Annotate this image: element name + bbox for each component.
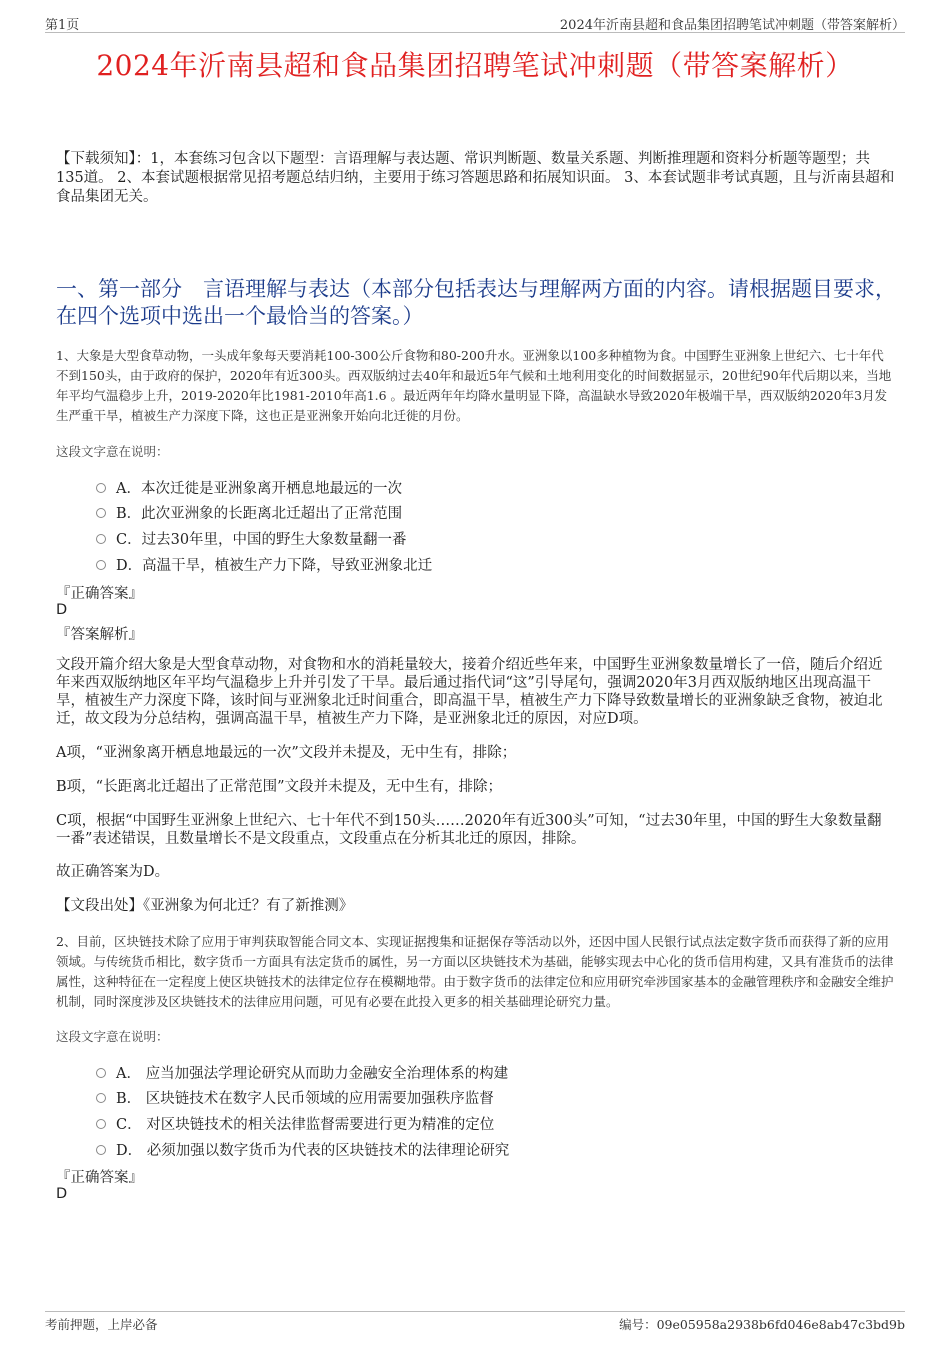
question-1-analysis-main: 文段开篇介绍大象是大型食草动物，对食物和水的消耗量较大，接着介绍近些年来，中国野生亚洲象数量增长了一倍，随后介绍近年来西双版纳地区年平均气温稳步上升并引发了干旱。最后通过指代词“这”引导尾句，强调2020年3月西双版纳地区出现高温干旱，植被生产力深度下降，该时间与亚洲象北迁时间重合，即高温干旱，植被生产力下降导致数量增长的亚洲象缺乏食物，被迫北迁，故文段为分总结构，强调高温干旱，植被生产力下降，是亚洲象北迁的原因，对应D项。: [56, 657, 883, 727]
radio-icon[interactable]: [96, 1093, 106, 1103]
question-1-stem: 1、大象是大型食草动物，一头成年象每天要消耗100-300公斤食物和80-200升水。亚洲象以100多种植物为食。中国野生亚洲象上世纪六、七十年代不到150头，由于政府的保护，2020年有近300头。西双版纳过去40年和最近5年气候和土地利用变化的时间数据显示，20世纪90年代后期以来，当地年平均气温稳步上升，2019-2020年比1981-2010年高1.6 。最近两年年均降水量明显下降，高温缺水导致2020年极端干旱，西双版纳2020年3月发生严重干旱，植被生产力深度下降，这也正是亚洲象开始向北迁徙的月份。: [56, 348, 892, 423]
question-1-analysis-a: A项，“亚洲象离开栖息地最远的一次”文段并未提及，无中生有，排除；: [56, 745, 517, 761]
question-2-answer-label: 『正确答案』: [56, 1170, 143, 1186]
question-1-option-b[interactable]: B．此次亚洲象的长距离北迁超出了正常范围: [96, 502, 402, 523]
page-header: [45, 14, 905, 33]
question-2-option-c[interactable]: C． 对区块链技术的相关法律监督需要进行更为精准的定位: [96, 1113, 494, 1134]
download-notice: 【下载须知】：1，本套练习包含以下题型：言语理解与表达题、常识判断题、数量关系题、判断推理题和资料分析题等题型；共135道。 2、本套试题根据常见招考题总结归纳，主要用于练习答题思路和拓展知识面。 3、本套试题非考试真题，且与沂南县超和食品集团无关。: [56, 151, 895, 205]
page-footer: [45, 1311, 905, 1332]
radio-icon[interactable]: [96, 1119, 106, 1129]
question-1-analysis-c: C项，根据“中国野生亚洲象上世纪六、七十年代不到150头……2020年有近300头”可知，“过去30年里，中国的野生大象数量翻一番”表述错误，且数量增长不是文段重点，文段重点在分析其北迁的原因，排除。: [56, 813, 882, 847]
question-1-conclusion: 故正确答案为D。: [56, 864, 170, 880]
question-2-prompt: 这段文字意在说明：: [56, 1029, 169, 1044]
question-2-stem: 2、目前，区块链技术除了应用于审判获取智能合同文本、实现证据搜集和证据保存等活动以外，还因中国人民银行试点法定数字货币而获得了新的应用领域。与传统货币相比，数字货币一方面具有法定货币的属性，另一方面以区块链技术为基础，能够实现去中心化的货币信用构建，又具有准货币的法律属性，这种特征在一定程度上使区块链技术的法律定位存在模糊地带。由于数字货币的法律定位和应用研究牵涉国家基本的金融管理秩序和金融安全维护机制，同时深度涉及区块链技术的法律应用问题，可见有必要在此投入更多的相关基础理论研究力量。: [56, 934, 894, 1009]
radio-icon[interactable]: [96, 560, 106, 570]
radio-icon[interactable]: [96, 1145, 106, 1155]
footer-slogan: 考前押题，上岸必备: [45, 1317, 158, 1332]
radio-icon[interactable]: [96, 483, 106, 493]
question-1-option-a[interactable]: A．本次迁徙是亚洲象离开栖息地最远的一次: [96, 477, 402, 498]
question-1-option-c[interactable]: C．过去30年里，中国的野生大象数量翻一番: [96, 528, 407, 549]
question-2-option-d[interactable]: D． 必须加强以数字货币为代表的区块链技术的法律理论研究: [96, 1139, 509, 1160]
question-1-option-d[interactable]: D．高温干旱，植被生产力下降，导致亚洲象北迁: [96, 554, 432, 575]
question-1-analysis-label: 『答案解析』: [56, 627, 143, 643]
question-2-option-a[interactable]: A． 应当加强法学理论研究从而助力金融安全治理体系的构建: [96, 1062, 508, 1083]
radio-icon[interactable]: [96, 508, 106, 518]
question-2-answer: D: [56, 1186, 68, 1202]
radio-icon[interactable]: [96, 534, 106, 544]
document-title: 2024年沂南县超和食品集团招聘笔试冲刺题（带答案解析）: [96, 49, 854, 82]
radio-icon[interactable]: [96, 1068, 106, 1078]
footer-serial: 编号：09e05958a2938b6fd046e8ab47c3bd9b: [619, 1317, 905, 1332]
header-doc-title: 2024年沂南县超和食品集团招聘笔试冲刺题（带答案解析）: [559, 18, 905, 33]
section-heading: 一、第一部分 言语理解与表达（本部分包括表达与理解两方面的内容。请根据题目要求，在四个选项中选出一个最恰当的答案。）: [56, 277, 896, 328]
question-1-answer-label: 『正确答案』: [56, 586, 143, 602]
question-1-source: 【文段出处】《亚洲象为何北迁？有了新推测》: [56, 898, 354, 914]
question-1-prompt: 这段文字意在说明：: [56, 444, 169, 459]
question-1-answer: D: [56, 602, 68, 618]
page-number: 第1页: [45, 18, 80, 33]
question-2-option-b[interactable]: B． 区块链技术在数字人民币领域的应用需要加强秩序监督: [96, 1087, 494, 1108]
question-1-analysis-b: B项，“长距离北迁超出了正常范围”文段并未提及，无中生有，排除；: [56, 779, 502, 795]
